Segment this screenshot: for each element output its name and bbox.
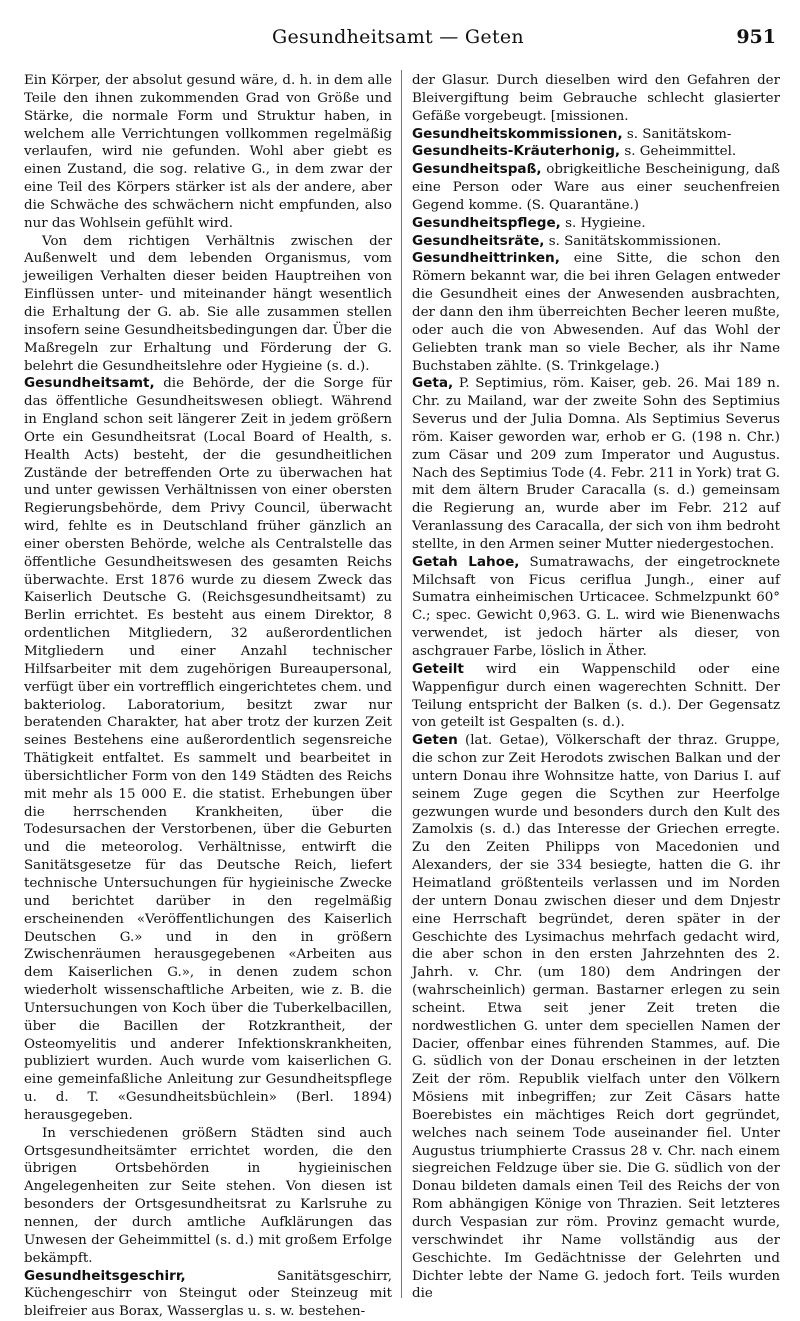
page-header	[20, 26, 776, 56]
entry-text: eine Sitte, die schon den Römern bekannt war, die bei ihren Gelagen entweder die Gesundheit eines der Anwesenden ausbrachten, der dann den ihm überreichten Becher leeren mußte, oder auch die von Abwesenden. Auf das Wohl der Geliebten trank man so viele Becher, als ihr Name Buchstaben zählte. (S. Trinkgelage.)	[412, 251, 780, 374]
entry-text: P. Septimius, röm. Kaiser, geb. 26. Mai 189 n. Chr. zu Mailand, war der zweite Sohn des Septimius Severus und der Julia Domna. Als Septimius Severus röm. Kaiser geworden war, erhob er G. (198 n. Chr.) zum Cäsar und 209 zum Imperator und Augustus. Nach des Septimius Tode (4. Febr. 211 in York) trat G. mit dem ältern Bruder Caracalla (s. d.) gemeinsam die Regierung an, wurde aber im Febr. 212 auf Veranlassung des Caracalla, der sich von ihm bedroht stellte, in den Armen seiner Mutter niedergestochen.	[412, 376, 780, 552]
entry-headword: Gesundheits-Kräuterhonig,	[412, 143, 621, 160]
entry-paragraph	[412, 72, 780, 126]
entry-paragraph	[412, 732, 780, 1303]
entry-headword: Gesundheitskommissionen,	[412, 125, 623, 142]
entry-headword: Gesundheitsgeschirr,	[24, 1267, 186, 1284]
right-column	[412, 72, 781, 1302]
entry-paragraph	[412, 143, 780, 161]
entry-text: s. Hygieine.	[560, 215, 646, 231]
entry-text: obrigkeitliche Bescheinigung, daß eine Person oder Ware aus einer seuchenfreien Gegend komme. (S. Quarantäne.)	[412, 162, 780, 213]
entry-text: Ein Körper, der absolut gesund wäre, d. h. in dem alle Teile den ihnen zukommenden Grad von Größe und Stärke, die normale Form und Struktur haben, in welchem alle Verrichtungen vollkommen regelmäßig verlaufen, wird nie gefunden. Wohl aber giebt es einen Zustand, die sog. relative G., in dem zwar der eine Teil des Körpers stärker ist als der andere, aber die Schwäche des schwächern nicht empfunden, also nur das Wohlsein gefühlt wird.	[24, 73, 392, 231]
entry-paragraph	[24, 1268, 392, 1321]
entry-text: (lat. Getae), Völkerschaft der thraz. Gruppe, die schon zur Zeit Herodots zwischen Balkan und der untern Donau ihre Wohnsitze hatte, von Darius I. auf seinem Zuge gegen die Scythen zur Heerfolge gezwungen wurde und besonders durch den Kult des Zamolxis (s. d.) das Interesse der Griechen erregte. Zu den Zeiten Philipps von Macedonien und Alexanders, der sie 334 besiegte, hatten die G. ihr Heimatland größtenteils verlassen und im Norden der untern Donau zwischen dieser und dem Dnjestr eine Herrschaft begründet, deren später in der Geschichte des Lysimachus mehrfach gedacht wird, die aber schon in den ersten Jahrzehnten des 2. Jahrh. v. Chr. (um 180) dem Andringen der (wahrscheinlich) german. Bastarner erlegen zu sein scheint. Etwa seit jener Zeit treten die nordwestlichen G. unter dem speciellen Namen der Dacier, offenbar eines führenden Stammes, auf. Die G. südlich von der Donau erscheinen in der letzten Zeit der röm. Republik vielfach unter den Völkern Mösiens mit inbegriffen; zur Zeit Cäsars hatte Boerebistes ein mächtiges Reich dort gegründet, welches nach seinem Tode auseinander fiel. Unter Augustus triumphierte Crassus 28 v. Chr. nach einem siegreichen Feldzuge über sie. Die G. südlich von der Donau bildeten damals einen Teil des Reichs der von Rom abhängigen Könige von Thrazien. Seit letzteres durch Vespasian zur röm. Provinz gemacht wurde, verschwindet ihr Name vollständig aus der Geschichte. Im Gedächtnisse der Gelehrten und Dichter lebte der Name G. jedoch fort. Teils wurden die	[412, 733, 780, 1302]
entry-text: s. Sanitätskommissionen.	[544, 233, 722, 249]
entry-headword: Gesundheitspaß,	[412, 161, 542, 178]
entry-paragraph	[24, 233, 392, 376]
page-number: 951	[736, 26, 776, 48]
entry-headword: Geta,	[412, 375, 454, 392]
entry-headword: Geteilt	[412, 660, 464, 677]
entry-headword: Gesundheitsamt,	[24, 375, 155, 392]
entry-text: wird ein Wappenschild oder eine Wappenfigur durch einen wagerechten Schnitt. Der Teilung entspricht der Balken (s. d.). Der Gegensatz von geteilt ist Gespalten (s. d.).	[412, 661, 780, 731]
entry-headword: Gesundheitsräte,	[412, 232, 545, 249]
entry-text: der Glasur. Durch dieselben wird den Gefahren der Bleivergiftung beim Gebrauche schlecht glasierter Gefäße vorgebeugt. [missionen.	[412, 73, 780, 124]
entry-text: s. Sanitätskom-	[622, 126, 732, 142]
entry-paragraph	[412, 233, 780, 251]
entry-paragraph	[412, 215, 780, 233]
entry-text: Von dem richtigen Verhältnis zwischen der Außenwelt und dem lebenden Organismus, vom jeweiligen Verhalten dieser beiden Hauptreihen von Einflüssen unter- und miteinander hängt wesentlich die Erhaltung der G. ab. Sie alle zusammen stellen insofern seine Gesundheitsbedingungen dar. Über die Maßregeln zur Erhaltung und Förderung der G. belehrt die Gesundheitslehre oder Hygieine (s. d.).	[24, 233, 392, 374]
entry-paragraph	[412, 161, 780, 215]
entry-paragraph	[412, 661, 780, 732]
entry-text: Sanitätsgeschirr, Küchengeschirr von Steingut oder Steinzeug mit bleifreier aus Borax, Wasserglas u. s. w. bestehen-	[24, 1268, 392, 1320]
entry-text: s. Geheimmittel.	[620, 144, 737, 160]
entry-paragraph	[24, 72, 392, 233]
entry-paragraph	[412, 375, 780, 553]
entry-paragraph	[412, 126, 780, 144]
entry-paragraph	[412, 554, 780, 661]
left-column	[24, 72, 392, 1320]
running-title: Gesundheitsamt — Geten	[272, 26, 524, 48]
entry-headword: Gesundheittrinken,	[412, 250, 560, 267]
entry-paragraph	[24, 1125, 392, 1268]
entry-paragraph	[412, 250, 780, 375]
entry-text: Sumatrawachs, der eingetrocknete Milchsaft von Ficus ceriflua Jungh., einer auf Sumatra einheimischen Urticacee. Schmelzpunkt 60° C.; spec. Gewicht 0,963. G. L. wird wie Bienenwachs verwendet, ist jedoch härter als dieser, von aschgrauer Farbe, löslich in Äther.	[412, 554, 781, 659]
entry-headword: Getah Lahoe,	[412, 553, 520, 570]
entry-paragraph	[24, 375, 392, 1124]
entry-headword: Geten	[412, 732, 458, 749]
column-divider	[401, 70, 402, 1298]
entry-headword: Gesundheitspflege,	[412, 214, 561, 231]
entry-text: die Behörde, der die Sorge für das öffentliche Gesundheitswesen obliegt. Während in England schon seit längerer Zeit in jedem größern Orte ein Gesundheitsrat (Local Board of Health, s. Health Acts) besteht, der die gesundheitlichen Zustände der betreffenden Orte zu überwachen hat und unter gewissen Verhältnissen von einer obersten Regierungsbehörde, dem Privy Council, überwacht wird, fehlte es in Deutschland früher gänzlich an einer obersten Behörde, welche als Centralstelle das öffentliche Gesundheitswesen des gesamten Reichs überwachte. Erst 1876 wurde zu diesem Zweck das Kaiserlich Deutsche G. (Reichsgesundheitsamt) zu Berlin errichtet. Es besteht aus einem Direktor, 8 ordentlichen Mitgliedern, 32 außerordentlichen Mitgliedern und einer Anzahl technischer Hilfsarbeiter mit dem zugehörigen Bureaupersonal, verfügt über ein vortrefflich eingerichtetes chem. und bakteriolog. Laboratorium, besitzt zwar nur beratenden Charakter, hat aber trotz der kurzen Zeit seines Bestehens eine außerordentlich segensreiche Thätigkeit entfaltet. Es sammelt und bearbeitet in übersichtlicher Form von den 149 Städten des Reichs mit mehr als 15 000 E. die statist. Erhebungen über die herrschenden Krankheiten, über die Todesursachen der Verstorbenen, über die Geburten und die meteorolog. Verhältnisse, entwirft die Sanitätsgesetze für das Deutsche Reich, liefert technische Untersuchungen für hygieinische Zwecke und berichtet darüber in den regelmäßig erscheinenden «Veröffentlichungen des Kaiserlich Deutschen G.» und in den in größern Zwischenräumen herausgegebenen «Arbeiten aus dem Kaiserlichen G.», in denen zudem schon wiederholt wissenschaftliche Arbeiten, wie z. B. die Untersuchungen von Koch über die Tuberkelbacillen, über die Bacillen der Rotzkrantheit, der Osteomyelitis und anderer Infektionskrankheiten, publiziert wurden. Auch wurde vom kaiserlichen G. eine gemeinfaßliche Anleitung zur Gesundheitspflege u. d. T. «Gesundheitsbüchlein» (Berl. 1894) herausgegeben.	[24, 376, 392, 1123]
entry-text: In verschiedenen größern Städten sind auch Ortsgesundheitsämter errichtet worden, die den übrigen Ortsbehörden in hygieinischen Angelegenheiten zur Seite stehen. Von diesen ist besonders der Ortsgesundheitsrat zu Karlsruhe zu nennen, der durch amtliche Aufklärungen das Unwesen der Geheimmittel (s. d.) mit großem Erfolge bekämpft.	[24, 1125, 392, 1266]
